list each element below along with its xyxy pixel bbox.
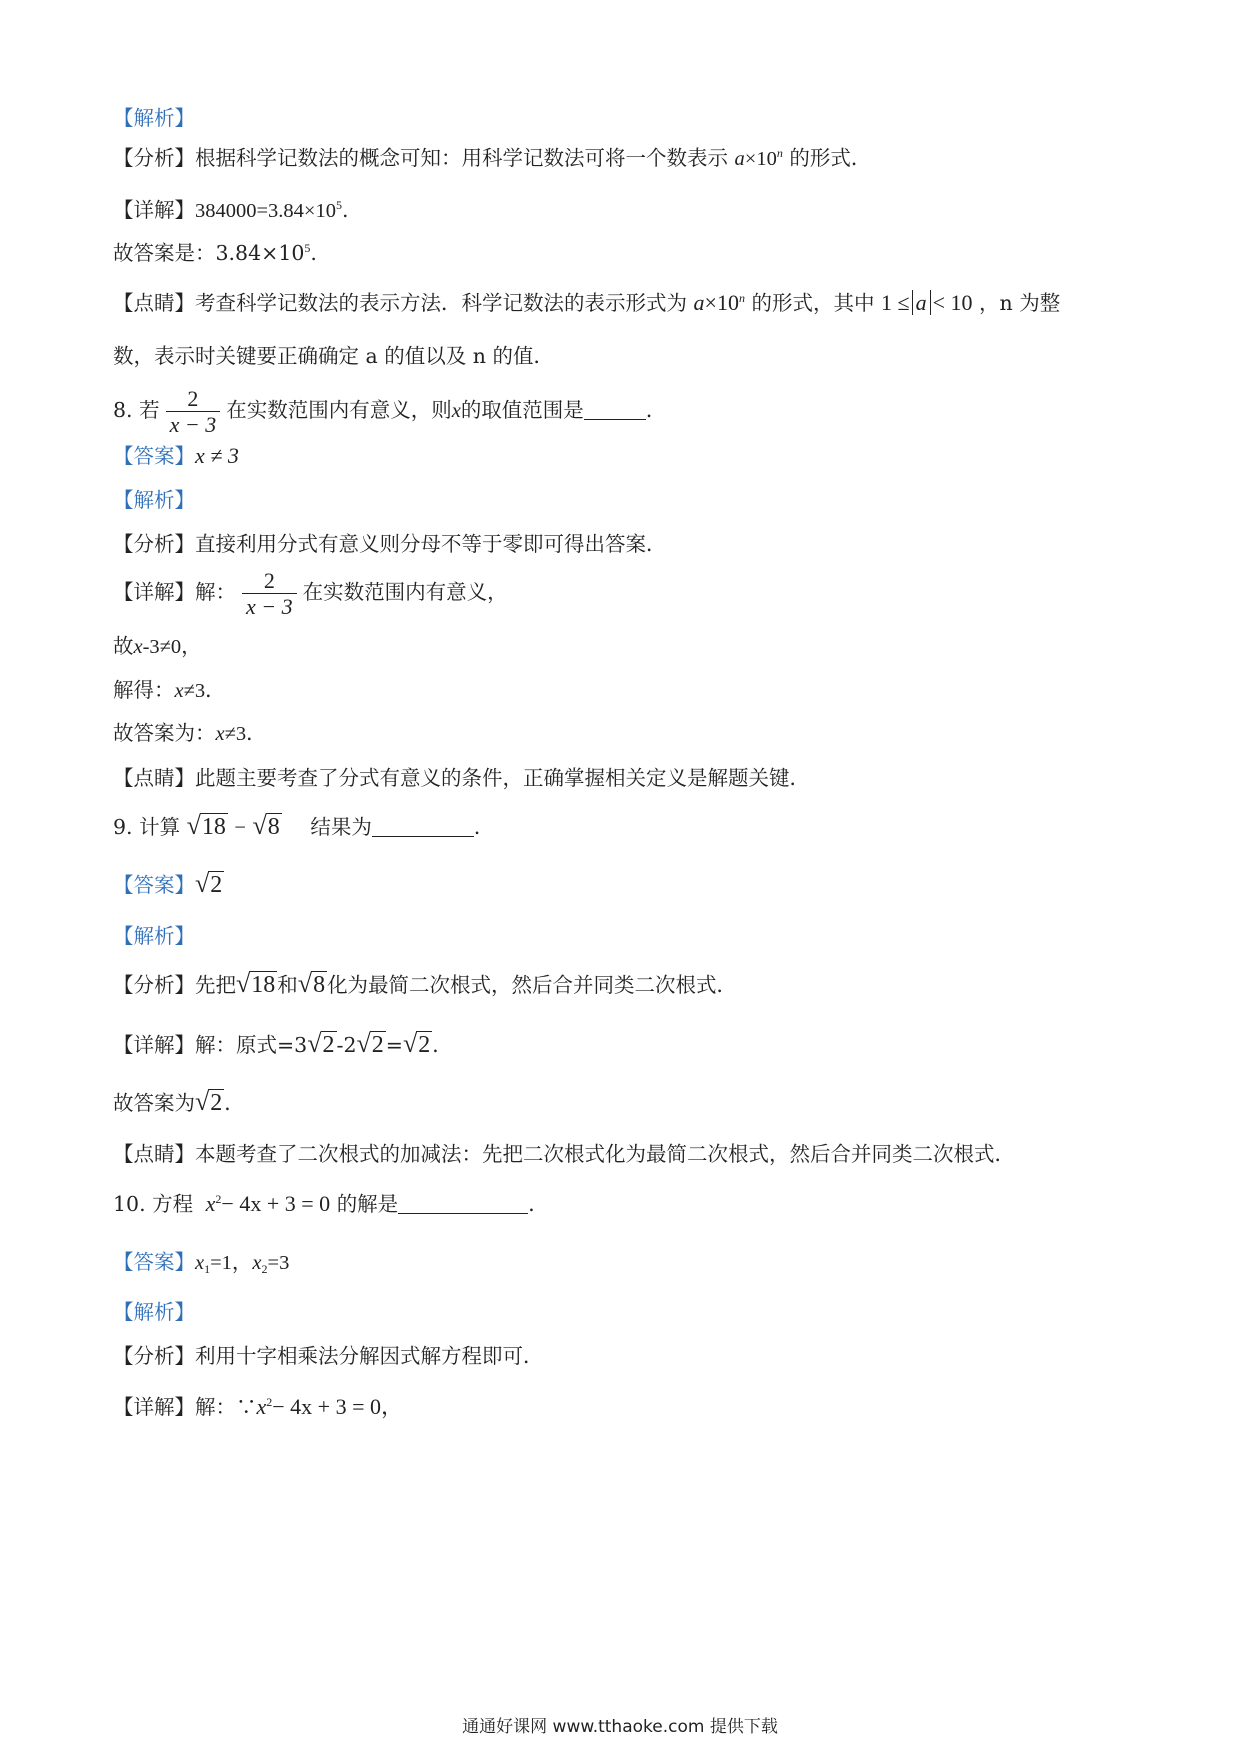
q9-ans-line: 故答案为√2． bbox=[113, 1087, 245, 1116]
q7-fenxi-text: 根据科学记数法的概念可知：用科学记数法可将一个数表示 bbox=[195, 146, 728, 170]
q10-answer-line: 【答案】$x_1=1$，$x_2=3$ bbox=[113, 1250, 290, 1276]
q7-fenxi-line bbox=[113, 144, 871, 173]
q7-fenxi-text-end: 的形式． bbox=[789, 146, 872, 170]
q8-stem: 8. 若 $\frac{2}{x - 3}$ 在实数范围内有意义，则x的取值范围是 ． bbox=[113, 385, 667, 437]
dianjing-label: 【点睛】 bbox=[113, 291, 195, 315]
jiexi-label-q8: 【解析】 bbox=[113, 488, 195, 512]
q8-answer: x ≠ 3 bbox=[195, 443, 239, 468]
q9-answer-line: 【答案】√2 bbox=[113, 869, 223, 898]
q9-stem: 9. 计算 √18 − √8 结果为 ． bbox=[113, 811, 495, 840]
q10-stem: 10. 方程 $x^2- 4x + 3 = 0$ 的解是 ． bbox=[113, 1191, 549, 1216]
q7-answer-line: 故答案是：$3.84\times 10^5$. bbox=[113, 241, 317, 265]
answer-blank[interactable] bbox=[398, 1195, 528, 1214]
q7-dianjing-formula: $a\times 10^n$ bbox=[693, 290, 745, 315]
jiexi-label-q9: 【解析】 bbox=[113, 924, 195, 948]
q8-xiangjie-line: 【详解】解： $\frac{2}{x - 3}$ 在实数范围内有意义， bbox=[113, 567, 508, 619]
jiexi-label-q10: 【解析】 bbox=[113, 1300, 195, 1324]
q9-xiangjie-line: 【详解】解：原式=3√2-2√2=√2． bbox=[113, 1029, 453, 1058]
q10-xiangjie-line: 【详解】解：$\because x^2- 4x + 3 = 0$， bbox=[113, 1394, 403, 1419]
q8-ans-line: 故答案为：x≠3． bbox=[113, 721, 267, 745]
q7-fenxi-formula: $a\times 10^n$ bbox=[734, 146, 783, 170]
q8-answer-line bbox=[113, 442, 239, 470]
q7-dianjing-inequality: 1 ≤ a < 10 bbox=[881, 290, 973, 315]
q8-gu-line: 故x-3≠0， bbox=[113, 634, 202, 658]
q8-fenxi-line: 【分析】直接利用分式有意义则分母不等于零即可得出答案． bbox=[113, 532, 667, 556]
q9-answer: √2 bbox=[195, 869, 223, 898]
q7-dianjing-line: 【点睛】考查科学记数法的表示方法．科学记数法的表示形式为 $a\times 10^n$ 的形式，其中 1 ≤ a < 10 ，n 为整 bbox=[113, 290, 1061, 315]
xiangjie-label: 【详解】 bbox=[113, 198, 195, 222]
q9-fenxi-line: 【分析】先把√18和√8化为最简二次根式，然后合并同类二次根式． bbox=[113, 969, 738, 998]
q8-fraction-2: $\frac{2}{x - 3}$ bbox=[242, 569, 297, 619]
answer-blank[interactable] bbox=[584, 401, 646, 420]
answer-blank[interactable] bbox=[372, 818, 474, 837]
q8-dianjing-line: 【点睛】此题主要考查了分式有意义的条件，正确掌握相关定义是解题关键． bbox=[113, 766, 810, 790]
page-footer: 通通好课网 www.tthaoke.com 提供下载 bbox=[462, 1717, 778, 1737]
q7-dianjing-line2: 数，表示时关键要正确确定 a 的值以及 n 的值． bbox=[113, 344, 554, 368]
sqrt-8: √8 bbox=[252, 811, 280, 840]
jiexi-label-q7: 【解析】 bbox=[113, 106, 195, 130]
sqrt-18: √18 bbox=[186, 811, 226, 840]
daan-label: 【答案】 bbox=[113, 444, 195, 468]
q8-jie-line: 解得：x≠3． bbox=[113, 678, 226, 702]
q7-xiangjie-line: 【详解】$384000=3.84\times 10^5$. bbox=[113, 198, 349, 222]
q10-answer: $x_1=1$，$x_2=3$ bbox=[195, 1252, 290, 1276]
fenxi-label: 【分析】 bbox=[113, 146, 195, 170]
q10-fenxi-line: 【分析】利用十字相乘法分解因式解方程即可． bbox=[113, 1344, 544, 1368]
q9-dianjing-line: 【点睛】本题考查了二次根式的加减法：先把二次根式化为最简二次根式，然后合并同类二次根式． bbox=[113, 1142, 1015, 1166]
q10-equation: $x^2- 4x + 3 = 0$ bbox=[205, 1191, 331, 1216]
q8-fraction: $\frac{2}{x - 3}$ bbox=[166, 387, 221, 437]
